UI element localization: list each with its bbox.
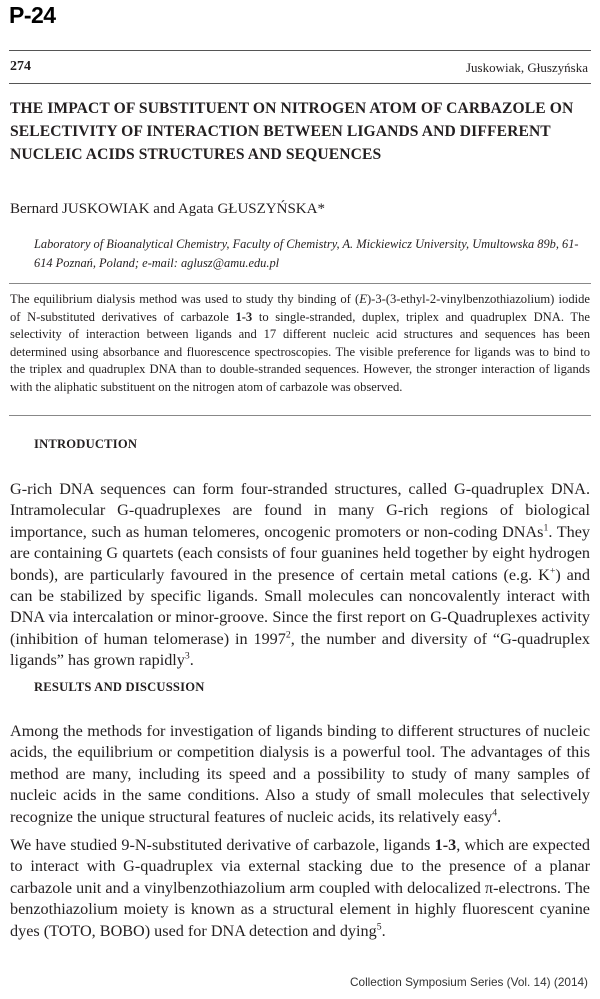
- results-paragraph-2: [10, 835, 590, 942]
- body-text: ) and can be stabilized by specific ligands. Small molecules can noncovalently interact with DNA via intercalation or minor-groove. Since the first report on G-Quadruplexes activity (inhibition of human telomerase) in 1997: [10, 565, 590, 648]
- ion-charge: +: [549, 565, 556, 577]
- introduction-paragraph: [10, 479, 590, 672]
- body-text: Among the methods for investigation of ligands binding to different structures of nucleic acids, the equilibrium or competition dialysis is a powerful tool. The advantages of this method are many, including its speed and a possibility to study of many samples of nucleic acids in the same conditions. Also a study of small molecules that selectively recognize the unique structural features of nucleic acids, its relatively easy: [10, 722, 590, 826]
- abstract-bottom-rule: [9, 415, 591, 416]
- abstract: [10, 291, 590, 397]
- abstract-text: )-3-(3-ethyl-2-vinylbenzothiazolium) iodide of N-substituted derivatives of carbazole: [10, 292, 591, 324]
- body-text: G-rich DNA sequences can form four-stranded structures, called G-quadruplex DNA. Intramolecular G-quadruplexes are found in many G-rich regions of biological importance, such as human telomeres, oncogenic promoters or non-coding DNAs: [10, 480, 590, 541]
- pi-symbol: π: [484, 878, 494, 897]
- results-heading: RESULTS AND DISCUSSION: [34, 680, 205, 694]
- ligand-range: 1-3: [434, 836, 457, 854]
- results-paragraph-1: [10, 721, 590, 828]
- affiliation: Laboratory of Bioanalytical Chemistry, Faculty of Chemistry, A. Mickiewicz University, Umultowska 89b, 61-614 Poznań, Poland; e-mail: aglusz@amu.edu.pl: [34, 237, 579, 270]
- ligand-range: 1-3: [235, 309, 253, 324]
- citation-ref: 2: [285, 629, 291, 641]
- paper-title: THE IMPACT OF SUBSTITUENT ON NITROGEN ATOM OF CARBAZOLE ON SELECTIVITY OF INTERACTION BETWEEN LIGANDS AND DIFFERENT NUCLEIC ACIDS STRUCTURES AND SEQUENCES: [10, 100, 574, 163]
- citation-ref: 1: [543, 522, 549, 534]
- paper-code: P-24: [9, 2, 56, 28]
- body-text: . They are containing G quartets (each consists of four guanines held together by eight hydrogen bonds), are particularly favoured in the presence of certain metal cations (e.g. K: [10, 522, 590, 584]
- footer-series: Collection Symposium Series (Vol. 14) (2014): [349, 975, 588, 989]
- header-rule-bottom: [9, 83, 591, 84]
- body-text: , which are expected to interact with G-quadruplex via external stacking due to the presence of a planar carbazole unit and a vinylbenzothiazolium arm coupled with delocalized: [10, 836, 590, 897]
- body-text: .: [381, 921, 386, 940]
- author-list: Bernard JUSKOWIAK and Agata GŁUSZYŃSKA*: [10, 201, 325, 217]
- body-text: We have studied 9-N-substituted derivative of carbazole, ligands: [10, 836, 435, 854]
- body-text: , the number and diversity of “G-quadruplex ligands” has grown rapidly: [10, 629, 590, 670]
- abstract-top-rule: [9, 283, 591, 284]
- abstract-text: The equilibrium dialysis method was used to study thy binding of (: [10, 292, 360, 306]
- abstract-text: to single-stranded, duplex, triplex and quadruplex DNA. The selectivity of interaction between ligands and 17 different nucleic acid structures and sequences has been determined using absorbance and fluorescence spectroscopies. The visible preference for ligands was to bind to the triplex and quadruplex DNA than to double-stranded sequences. However, the stronger interaction of ligands with the aliphatic substituent on the nitrogen atom of carbazole was observed.: [10, 309, 590, 394]
- citation-ref: 4: [492, 807, 498, 819]
- body-text: .: [497, 807, 502, 826]
- running-authors: Juskowiak, Głuszyńska: [465, 60, 588, 75]
- page-number: 274: [10, 59, 31, 74]
- isomer-label: E: [359, 292, 367, 306]
- citation-ref: 3: [184, 650, 190, 662]
- header-rule: [9, 50, 591, 51]
- body-text: -electrons. The benzothiazolium moiety is known as a structural element in highly fluorescent cyanine dyes (TOTO, BOBO) used for DNA detection and dying: [10, 878, 590, 940]
- body-text: .: [189, 651, 194, 670]
- citation-ref: 5: [376, 921, 382, 933]
- introduction-heading: INTRODUCTION: [34, 437, 138, 451]
